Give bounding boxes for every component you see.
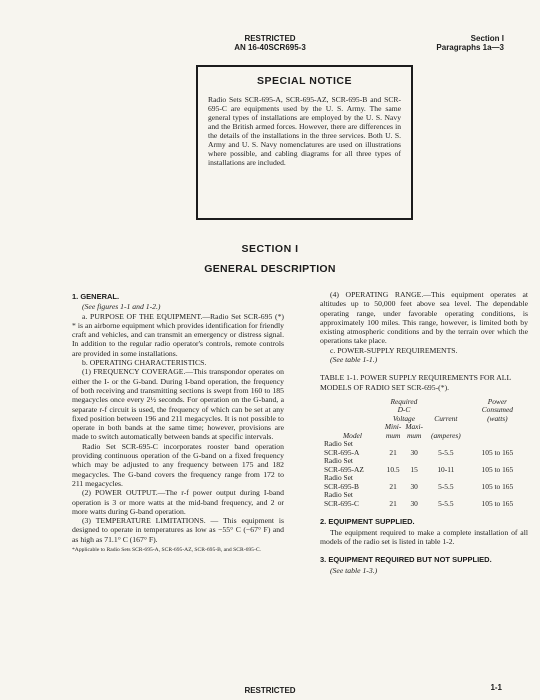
header-paragraphs: Paragraphs 1a—3: [436, 43, 504, 52]
cell-max: 30: [410, 447, 418, 457]
cell-current: 5-5.5: [438, 498, 454, 508]
table-title: TABLE 1-1. POWER SUPPLY REQUIREMENTS FOR ALL MODELS OF RADIO SET SCR-695-(*).: [320, 373, 511, 392]
cell-max: 30: [410, 481, 418, 491]
header-classification: RESTRICTED: [244, 34, 296, 43]
cell-power: 105 to 165: [481, 447, 514, 457]
cell-power: 105 to 165: [481, 481, 514, 491]
th-current-label: [425, 415, 467, 424]
para-rooster-band: Radio Set SCR-695-C incorporates rooster band operation providing continuous operation of the G-band on a fixed frequency which may be adjusted to any frequency between 175 and 182 megacycles. The G-band covers the frequency range from 172 to 211 megacycles.: [72, 441, 284, 488]
para-power-supply: c. POWER-SUPPLY REQUIREMENTS.: [330, 345, 458, 355]
footer-classification: RESTRICTED: [244, 686, 296, 695]
th-min-1: Mini-: [384, 422, 402, 432]
th-blank: [467, 423, 528, 440]
table-row: [322, 457, 528, 474]
cell-model: [322, 474, 383, 491]
cell-model: [322, 457, 383, 474]
para-frequency-coverage: (1) FREQUENCY COVERAGE.—This transpondor operates on either the I- or the G-band. During I-band operation, the frequency of both receiving and transmitting sections is swept from 160 to 185 megacycles once every 2½ seconds. For operation on the G-band, a separate r-f circuit is used, the frequency of which can be set at any fixed position between 196 and 211 megacycles. It is not possible to operate in both bands at the same time; however, provisions are made to switch automatically between bands at specific intervals.: [72, 367, 284, 442]
th-power: Power: [487, 396, 508, 406]
general-figure-ref: (See figures 1-1 and 1-2.): [82, 302, 161, 312]
table-row: [322, 474, 528, 491]
cell-model-line1: Radio Set: [324, 439, 353, 449]
cell-model-line2: SCR-695-AZ: [324, 464, 364, 474]
not-supplied-table-ref: (See table 1-3.): [330, 565, 378, 575]
para-operating-characteristics: b. OPERATING CHARACTERISTICS.: [82, 358, 207, 368]
power-requirements-table: [322, 398, 528, 509]
th-required: Required: [390, 396, 418, 406]
th-dc: D-C: [397, 405, 411, 415]
th-max-2: mum: [406, 430, 422, 440]
cell-model-line2: SCR-695-B: [324, 481, 359, 491]
para-operating-range: (4) OPERATING RANGE.—This equipment operates at altitudes up to 50,000 feet above sea level. The dependable operating range, under favorable operating conditions, is approximately 100 miles. This range, however, is limited both by existing atmospheric conditions and by the terrain over which the operations take place.: [320, 290, 528, 346]
cell-max: 15: [410, 464, 418, 474]
page-header-right: [436, 34, 504, 52]
cell-model-line1: Radio Set: [324, 490, 353, 500]
page-number: 1-1: [490, 683, 502, 692]
cell-model-line1: Radio Set: [324, 473, 353, 483]
power-supply-table-ref: (See table 1-1.): [330, 355, 378, 365]
th-current-text: Current: [434, 413, 458, 423]
th-max: [403, 423, 425, 440]
footnote: *Applicable to Radio Sets SCR-695-A, SCR-695-AZ, SCR-695-B, and SCR-695-C.: [72, 547, 261, 554]
para-purpose: a. PURPOSE OF THE EQUIPMENT.—Radio Set SCR-695 (*) * is an airborne equipment which provides identification for friendly craft and vehicles, and can transmit an emergency or distress signal. In addition to the regular radio operator's controls, remote controls are provided in some installations.: [72, 311, 284, 358]
cell-model-line1: Radio Set: [324, 456, 353, 466]
cell-model-line2: SCR-695-A: [324, 447, 360, 457]
th-current: [425, 398, 467, 415]
cell-min: 21: [389, 447, 397, 457]
table-row: [322, 440, 528, 457]
table-row: [322, 491, 528, 508]
heading-equipment-not-supplied: 3. EQUIPMENT REQUIRED BUT NOT SUPPLIED.: [320, 555, 492, 565]
section-subtitle: GENERAL DESCRIPTION: [204, 263, 336, 275]
left-column: [72, 290, 284, 553]
cell-min: 21: [389, 498, 397, 508]
cell-current: 5-5.5: [438, 481, 454, 491]
section-title: SECTION I: [241, 243, 299, 255]
th-watts: (watts): [487, 413, 508, 423]
cell-current: 5-5.5: [438, 447, 454, 457]
notice-title: SPECIAL NOTICE: [257, 75, 352, 87]
cell-power: 105 to 165: [481, 498, 514, 508]
th-amperes: (amperes): [431, 430, 461, 440]
cell-model: [322, 440, 383, 457]
th-voltage: Voltage: [392, 413, 416, 423]
header-section: Section I: [470, 34, 504, 43]
para-temperature-limits: (3) TEMPERATURE LIMITATIONS. — This equipment is designed to operate in temperatures as low as −55° C (−67° F) and as high as 71.1° C (167° F).: [72, 516, 284, 544]
para-power-output: (2) POWER OUTPUT.—The r-f power output during I-band operation is 3 or more watts at the mid-band frequency, and 2 or more watts during G-band operation.: [72, 488, 284, 516]
th-min: [383, 423, 403, 440]
heading-equipment-supplied: 2. EQUIPMENT SUPPLIED.: [320, 517, 415, 527]
th-model: Model: [343, 430, 362, 440]
cell-min: 10.5: [386, 464, 400, 474]
cell-max: 30: [410, 498, 418, 508]
cell-model: [322, 491, 383, 508]
header-doc-number: AN 16-40SCR695-3: [234, 43, 306, 52]
th-max-1: Maxi-: [405, 422, 423, 432]
th-min-2: mum: [385, 430, 401, 440]
cell-power: 105 to 165: [481, 464, 514, 474]
cell-min: 21: [389, 481, 397, 491]
para-equipment-supplied: The equipment required to make a complete installation of all models of the radio set is listed in table 1-2.: [320, 527, 528, 547]
cell-current: 10-11: [437, 464, 455, 474]
heading-general: 1. GENERAL.: [72, 292, 120, 301]
th-consumed: Consumed: [481, 405, 513, 415]
special-notice-box: [196, 65, 413, 220]
cell-model-line2: SCR-695-C: [324, 498, 359, 508]
right-column: [320, 290, 528, 575]
notice-body: Radio Sets SCR-695-A, SCR-695-AZ, SCR-695-B and SCR-695-C are equipments used by the U. S. Army. The same general types of installations are employed by the U. S. Navy and the British armed forces. However, there are differences in the details of the installations in the three services. Both U. S. Army and U. S. Navy nomenclatures are used on illustrations where possible, and cabling diagrams for all three types of installations are included.: [208, 95, 401, 167]
